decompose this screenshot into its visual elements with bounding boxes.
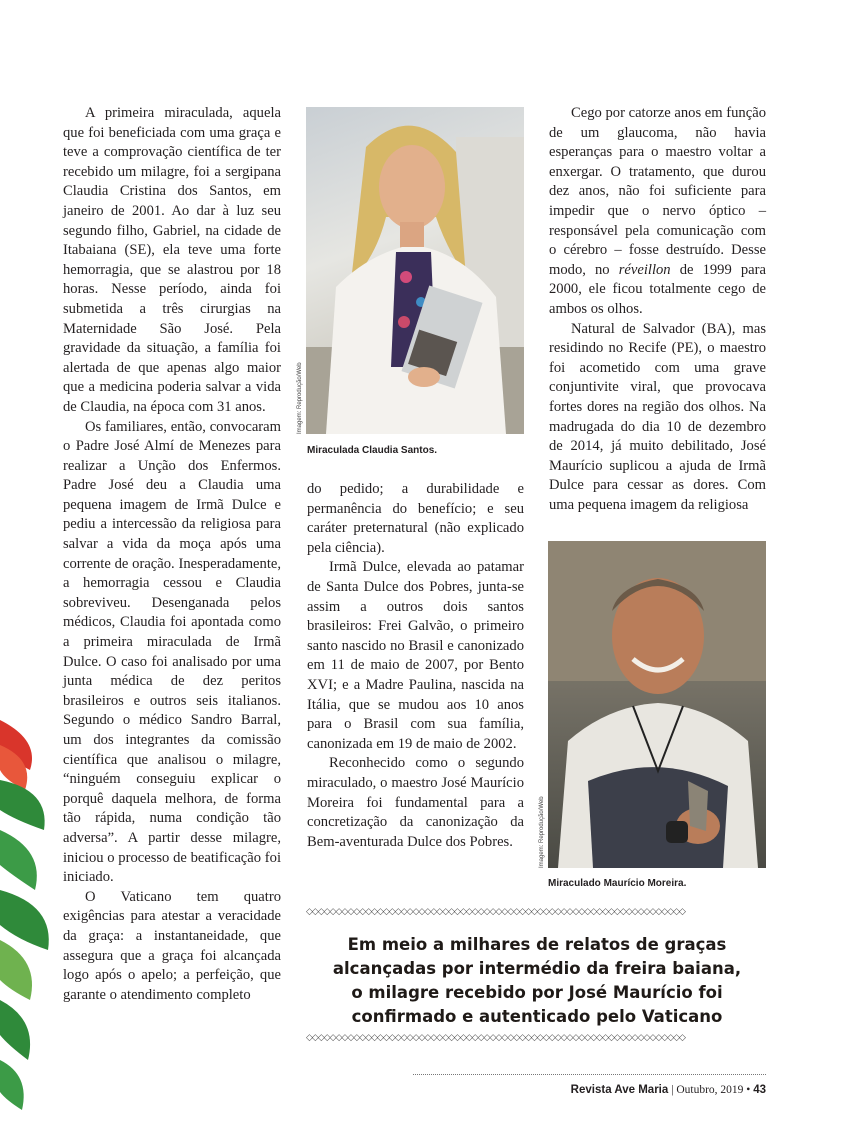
paragraph: Irmã Dulce, elevada ao patamar de Santa Dulce dos Pobres, junta-se assim a outros dois santos brasileiros: Frei Galvão, o primeiro santo nascido no Brasil e canonizado em 11 de maio de 2007, por Bento XVI; e a Madre Paulina, nascida na Itália, que se mudou aos 10 anos para o Brasil com sua família, canonizada em 19 de maio de 2002. [307,559,524,752]
paragraph: Os familiares, então, convocaram o Padre José Almí de Menezes para realizar a Unção dos Enfermos. Padre José deu a Claudia uma pequena imagem de Irmã Dulce e pediu a intercessão da religiosa para salvar a vida da moça após uma corrente de oração. Inesperadamente, a hemorragia cessou e Claudia sobreviveu. Desenganada pelos médicos, Claudia foi apontada como a primeira miraculada de Irmã Dulce. O caso foi analisado por uma junta médica de dez peritos brasileiros e outros seis italianos. Segundo o médico Sandro Barral, um dos integrantes da comissão científica que analisou o milagre, “ninguém conseguiu explicar o porquê daquela melhora, de forma tão rápida, numa condição tão adversa”. A partir desse milagre, iniciou o processo de beatificação foi iniciado. [63,418,281,886]
footer-rule [413,1074,766,1075]
paragraph: do pedido; a durabilidade e permanência do benefício; e seu caráter preternatural (não explicado pela ciência). [307,481,524,556]
paragraph: Natural de Salvador (BA), mas residindo no Recife (PE), o maestro foi acometido com uma grave conjuntivite viral, que provocava fortes dores na região dos olhos. Na madrugada do dia 10 de dezembro de 2014, já muito debilitado, José Maurício suplicou a ajuda de Irmã Dulce para cessar as dores. Com uma pequena imagem da religiosa [549,320,766,513]
portrait-woman-illustration [306,107,524,434]
magazine-name: Revista Ave Maria [570,1084,669,1096]
issue-date: Outubro, 2019 [676,1084,744,1096]
paragraph: O Vaticano tem quatro exigências para atestar a veracidade da graça: a instantaneidade, que assegura que a graça foi alcançada logo após o apelo; a perfeição, que garante o atendimento completo [63,888,281,1003]
page-number: 43 [753,1084,766,1096]
text-span: de 1999 para 2000, ele ficou totalmente cego de ambos os olhos. [549,261,766,317]
footer-separator: | [671,1084,674,1096]
article-column-2 [307,480,524,852]
italic-term: réveillon [618,261,671,278]
photo-credit: Imagem: Reprodução/Web [297,362,303,434]
text-span: Cego por catorze anos em função de um glaucoma, não havia esperanças para o maestro voltar a enxergar. O tratamento, que durou dez anos, não foi suficiente para impedir que o nervo óptico – responsável pela comunicação com o cérebro – fosse destruído. Desse modo, no [549,105,766,278]
article-column-3 [549,104,766,515]
article-column-1 [63,104,281,1005]
pull-quote-line: Em meio a milhares de relatos de graças [347,935,727,954]
page-footer [571,1084,766,1096]
pull-quote [306,933,768,1029]
decorative-wave-divider: ◇◇◇◇◇◇◇◇◇◇◇◇◇◇◇◇◇◇◇◇◇◇◇◇◇◇◇◇◇◇◇◇◇◇◇◇◇◇◇◇◇◇◇◇◇◇◇◇◇◇◇◇◇◇◇◇◇◇◇◇◇◇◇◇ [306,907,685,917]
pull-quote-line: o milagre recebido por José Maurício foi [351,983,723,1002]
portrait-man-illustration [548,541,766,868]
photo-mauricio-moreira [548,541,766,868]
paragraph: Reconhecido como o segundo miraculado, o maestro José Maurício Moreira foi fundamental para a concretização da canonização da Bem-aventurada Dulce dos Pobres. [307,755,524,850]
footer-bullet: • [746,1084,751,1096]
pull-quote-line: confirmado e autenticado pelo Vaticano [351,1007,723,1026]
decorative-wave-divider: ◇◇◇◇◇◇◇◇◇◇◇◇◇◇◇◇◇◇◇◇◇◇◇◇◇◇◇◇◇◇◇◇◇◇◇◇◇◇◇◇◇◇◇◇◇◇◇◇◇◇◇◇◇◇◇◇◇◇◇◇◇◇◇◇ [306,1033,685,1043]
photo-claudia-santos [306,107,524,434]
paragraph: A primeira miraculada, aquela que foi beneficiada com uma graça e teve a comprovação científica de ter recebido um milagre, foi a sergipana Claudia Cristina dos Santos, em janeiro de 2001. Ao dar à luz seu segundo filho, Gabriel, na cidade de Itabaiana (SE), ela teve uma forte hemorragia, que se alastrou por 18 horas. Nesse período, ainda foi submetida a três cirurgias na Maternidade São José. Pela gravidade da situação, a família foi alertada de que apenas algo maior que a medicina poderia salvar a vida de Claudia, na época com 31 anos. [63,105,281,415]
photo-caption: Miraculada Claudia Santos. [307,445,438,456]
pull-quote-line: alcançadas por intermédio da freira baiana, [332,959,742,978]
paragraph [549,104,766,320]
photo-caption: Miraculado Maurício Moreira. [548,878,687,889]
photo-credit: Imagem: Reprodução/Web [539,796,545,868]
tropical-leaves-decoration [0,700,60,1126]
